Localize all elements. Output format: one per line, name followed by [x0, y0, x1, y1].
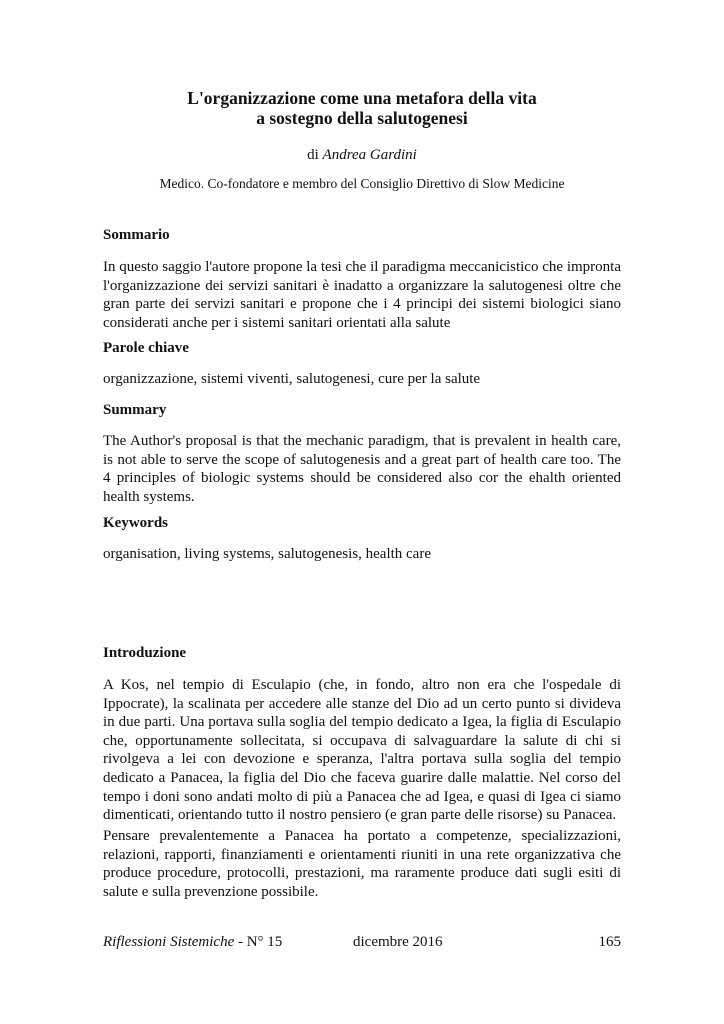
introduzione-paragraph-1: A Kos, nel tempio di Esculapio (che, in fondo, altro non era che l'ospedale di Ippocrate), la scalinata per accedere alle stanze del Dio ad un certo punto si divideva in due parti. Una portava sulla soglia del tempio dedicato a Igea, la figlia di Esculapio che, opportunamente sollecitata, si occupava di salvaguardare la salute di chi si rivolgeva a lei con devozione e speranza, l'altra portava sulla soglia del tempio dedicato a Panacea, la figlia del Dio che faceva guarire dalle malattie. Nel corso del tempo i doni sono andati molto di più a Panacea che ad Igea, e quasi di Igea ci siamo dimenticati, orientando tutto il nostro pensiero (e gran parte delle risorse) su Panacea. [103, 677, 621, 824]
page-number: 165 [598, 934, 621, 950]
footer-journal [103, 932, 282, 952]
introduzione-paragraph-2: Pensare prevalentemente a Panacea ha portato a competenze, specializzazioni, relazioni, rapporti, finanziamenti e orientamenti riuniti in una rete organizzativa che produce procedure, protocolli, prestazioni, ma raramente produce dati sugli esiti di salute e sulla prevenzione possibile. [103, 828, 621, 900]
byline [0, 146, 724, 164]
page-footer [103, 932, 621, 952]
journal-name: Riflessioni Sistemiche [103, 934, 235, 950]
journal-issue: - N° 15 [234, 934, 283, 950]
author-affiliation: Medico. Co-fondatore e membro del Consiglio Direttivo di Slow Medicine [159, 176, 565, 191]
summary-heading: Summary [103, 402, 167, 418]
byline-prefix: di [307, 147, 319, 163]
introduzione-heading: Introduzione [103, 645, 187, 661]
sommario-text: In questo saggio l'autore propone la tesi che il paradigma meccanicistico che impronta l'organizzazione dei servizi sanitari è inadatto a organizzare la salutogenesi oltre che gran parte dei servizi sanitari e propone che i 4 principi dei sistemi biologici siano considerati anche per i sistemi sanitari orientati alla salute [103, 259, 621, 331]
summary-text: The Author's proposal is that the mechanic paradigm, that is prevalent in health care, is not able to serve the scope of salutogenesis and a great part of health care too. The 4 principles of biologic systems should be considered also cor the ehalth oriented health systems. [103, 433, 621, 505]
author-name: Andrea Gardini [322, 147, 417, 163]
title-line-1: L'organizzazione come una metafora della vita [187, 88, 537, 108]
sommario-heading: Sommario [103, 227, 170, 243]
footer-date: dicembre 2016 [353, 934, 443, 950]
parole-chiave-heading: Parole chiave [103, 340, 189, 356]
parole-chiave-text: organizzazione, sistemi viventi, salutogenesi, cure per la salute [103, 371, 481, 387]
title-line-2: a sostegno della salutogenesi [256, 108, 468, 128]
keywords-text: organisation, living systems, salutogenesis, health care [103, 546, 431, 562]
keywords-heading: Keywords [103, 515, 168, 531]
